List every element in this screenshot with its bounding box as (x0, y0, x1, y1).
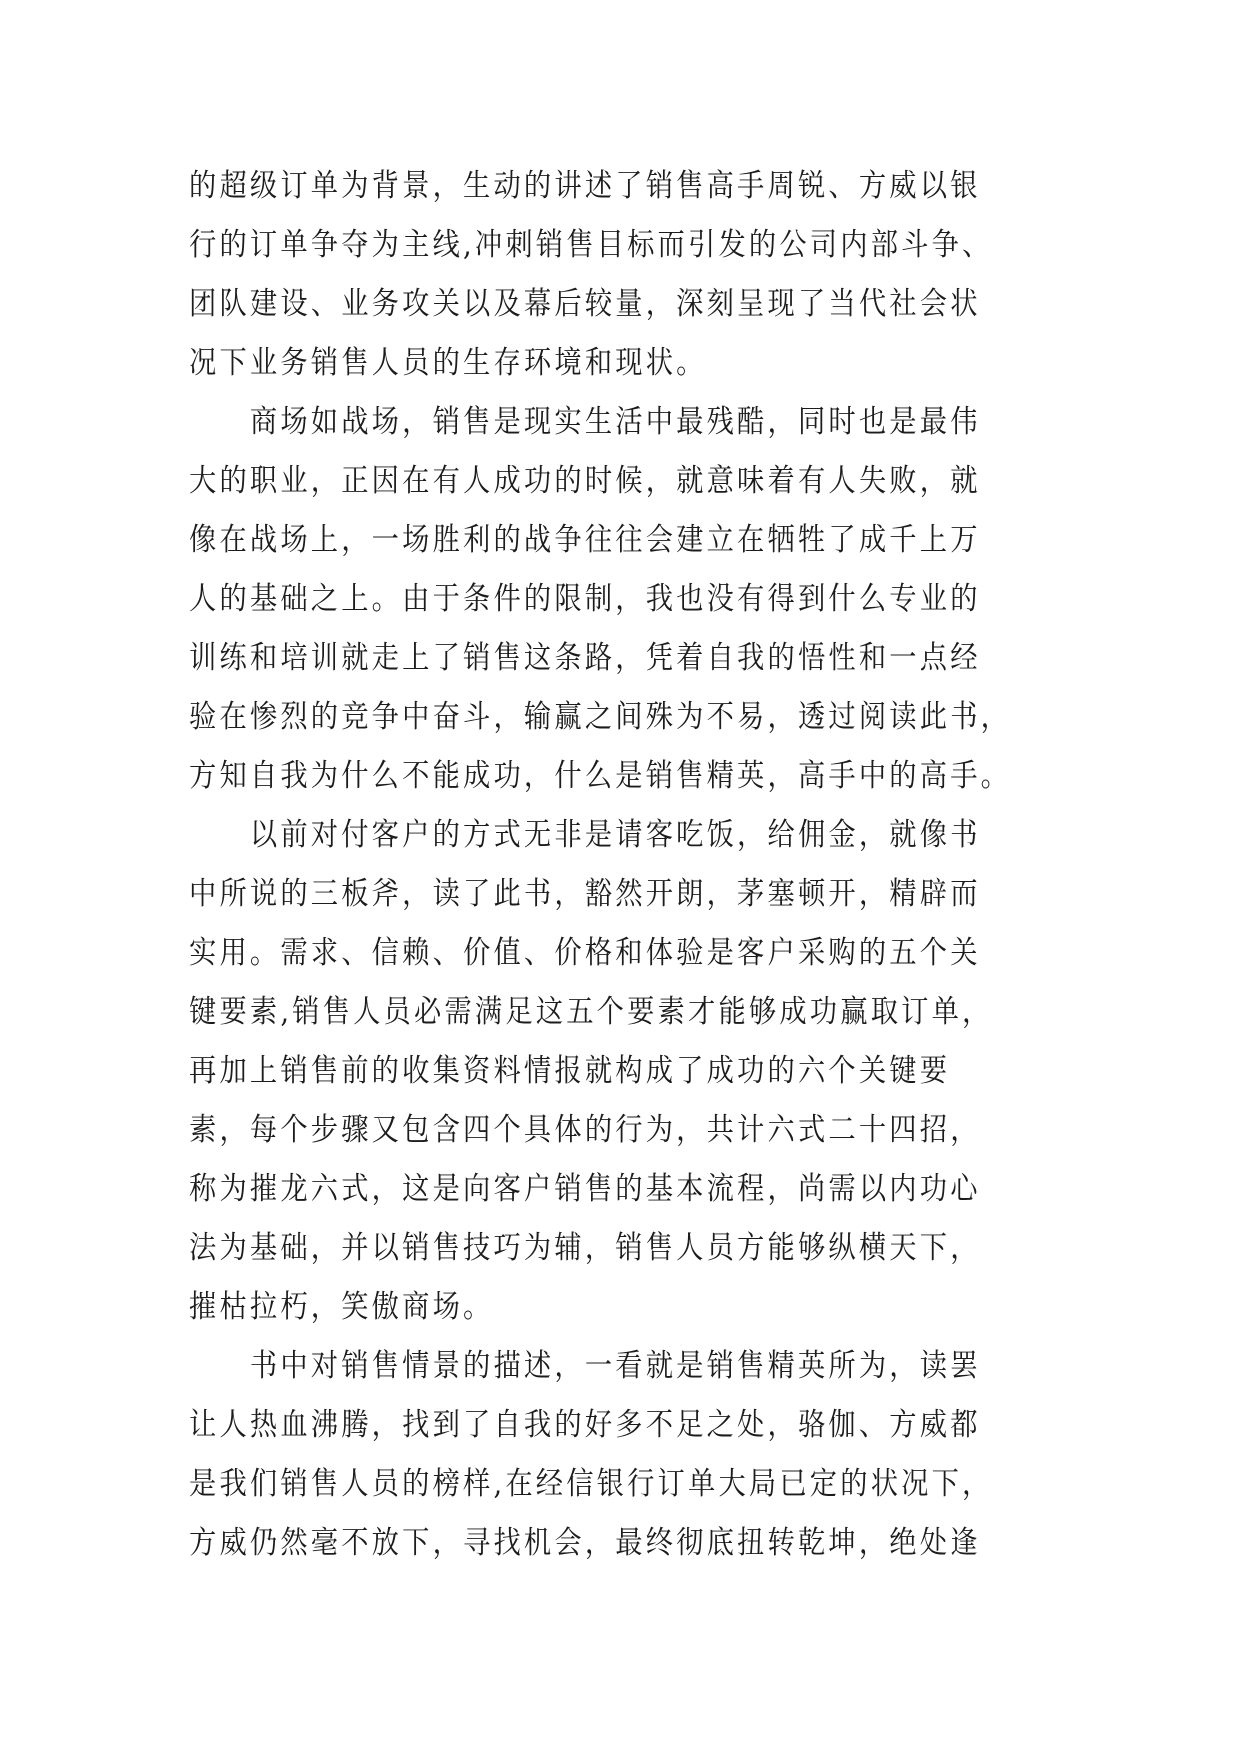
text-line: 训练和培训就走上了销售这条路，凭着自我的悟性和一点经 (189, 640, 981, 676)
text-line: 称为摧龙六式，这是向客户销售的基本流程，尚需以内功心 (189, 1171, 981, 1207)
text-line: 实用。需求、信赖、价值、价格和体验是客户采购的五个关 (189, 935, 981, 971)
text-line: 让人热血沸腾，找到了自我的好多不足之处，骆伽、方威都 (189, 1407, 981, 1443)
text-line: 中所说的三板斧，读了此书，豁然开朗，茅塞顿开，精辟而 (189, 876, 981, 912)
text-line: 像在战场上，一场胜利的战争往往会建立在牺牲了成千上万 (189, 522, 981, 558)
text-line: 人的基础之上。由于条件的限制，我也没有得到什么专业的 (189, 581, 981, 617)
text-line: 团队建设、业务攻关以及幕后较量，深刻呈现了当代社会状 (189, 286, 981, 322)
text-line: 再加上销售前的收集资料情报就构成了成功的六个关键要 (189, 1053, 951, 1089)
text-line: 键要素,销售人员必需满足这五个要素才能够成功赢取订单， (189, 994, 993, 1030)
text-line: 以前对付客户的方式无非是请客吃饭，给佣金，就像书 (189, 817, 981, 853)
text-line: 方知自我为什么不能成功，什么是销售精英，高手中的高手。 (189, 758, 1012, 794)
text-line: 大的职业，正因在有人成功的时候，就意味着有人失败，就 (189, 463, 981, 499)
text-line: 摧枯拉朽，笑傲商场。 (189, 1289, 494, 1325)
text-line: 商场如战场，销售是现实生活中最残酷，同时也是最伟 (189, 404, 981, 440)
text-line: 验在惨烈的竞争中奋斗，输赢之间殊为不易，透过阅读此书， (189, 699, 1012, 735)
document-body (189, 157, 1089, 1573)
text-line: 方威仍然毫不放下，寻找机会，最终彻底扭转乾坤，绝处逢 (189, 1525, 981, 1561)
text-line: 书中对销售情景的描述，一看就是销售精英所为，读罢 (189, 1348, 981, 1384)
text-line: 素，每个步骤又包含四个具体的行为，共计六式二十四招， (189, 1112, 981, 1148)
text-line: 的超级订单为背景，生动的讲述了销售高手周锐、方威以银 (189, 168, 981, 204)
text-line: 是我们销售人员的榜样,在经信银行订单大局已定的状况下， (189, 1466, 993, 1502)
text-line: 法为基础，并以销售技巧为辅，销售人员方能够纵横天下， (189, 1230, 981, 1266)
text-line: 行的订单争夺为主线,冲刺销售目标而引发的公司内部斗争、 (189, 227, 993, 263)
text-line: 况下业务销售人员的生存环境和现状。 (189, 345, 707, 381)
